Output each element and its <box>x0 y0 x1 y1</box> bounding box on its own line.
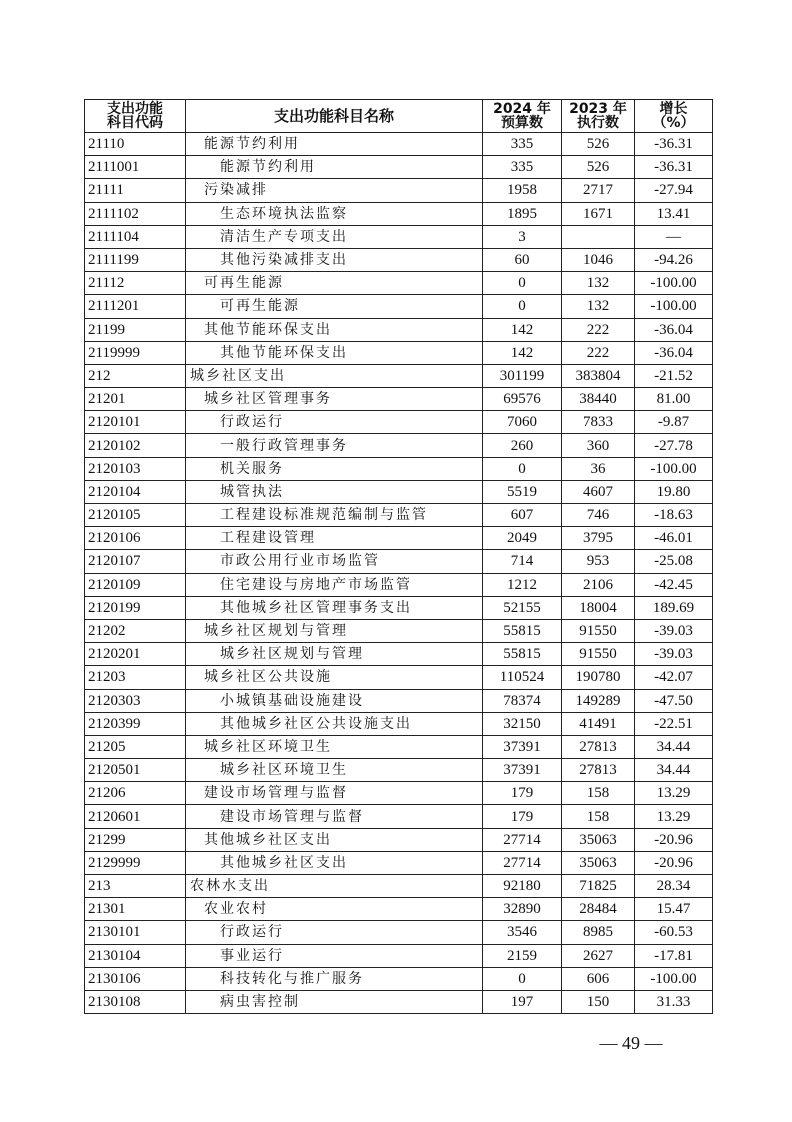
row-name: 能源节约利用 <box>186 156 483 179</box>
table-row <box>85 550 713 573</box>
row-code: 2130101 <box>85 921 186 944</box>
row-name: 清洁生产专项支出 <box>186 225 483 248</box>
row-code: 213 <box>85 875 186 898</box>
row-code: 21111 <box>85 179 186 202</box>
row-exec-2023: 606 <box>562 967 635 990</box>
row-name: 其他节能环保支出 <box>186 318 483 341</box>
row-growth: -42.45 <box>635 573 713 596</box>
row-name: 其他城乡社区管理事务支出 <box>186 596 483 619</box>
row-exec-2023: 35063 <box>562 828 635 851</box>
row-budget-2024: 60 <box>483 248 562 271</box>
row-growth: 28.34 <box>635 875 713 898</box>
row-budget-2024: 55815 <box>483 619 562 642</box>
table-row <box>85 434 713 457</box>
table-row <box>85 619 713 642</box>
row-exec-2023: 746 <box>562 504 635 527</box>
row-budget-2024: 37391 <box>483 759 562 782</box>
header-exec-2023 <box>562 100 635 133</box>
table-row <box>85 735 713 758</box>
row-code: 21112 <box>85 272 186 295</box>
row-growth: 34.44 <box>635 759 713 782</box>
table-row <box>85 295 713 318</box>
row-budget-2024: 32890 <box>483 898 562 921</box>
row-budget-2024: 1212 <box>483 573 562 596</box>
table-row <box>85 411 713 434</box>
row-budget-2024: 3546 <box>483 921 562 944</box>
table-row <box>85 596 713 619</box>
table-row <box>85 828 713 851</box>
row-code: 2120103 <box>85 457 186 480</box>
row-code: 2120199 <box>85 596 186 619</box>
row-code: 2120105 <box>85 504 186 527</box>
table-row <box>85 643 713 666</box>
row-growth: -17.81 <box>635 944 713 967</box>
row-budget-2024: 0 <box>483 272 562 295</box>
table-row <box>85 179 713 202</box>
row-name: 农林水支出 <box>186 875 483 898</box>
row-name: 其他城乡社区支出 <box>186 851 483 874</box>
row-code: 2130106 <box>85 967 186 990</box>
row-exec-2023: 2106 <box>562 573 635 596</box>
row-name: 污染减排 <box>186 179 483 202</box>
row-budget-2024: 142 <box>483 318 562 341</box>
row-budget-2024: 0 <box>483 967 562 990</box>
row-code: 21199 <box>85 318 186 341</box>
row-name: 机关服务 <box>186 457 483 480</box>
row-exec-2023: 526 <box>562 133 635 156</box>
row-exec-2023: 383804 <box>562 364 635 387</box>
row-name: 城乡社区管理事务 <box>186 388 483 411</box>
row-code: 2120106 <box>85 527 186 550</box>
header-growth-line-1: 增长 <box>659 101 688 117</box>
row-exec-2023: 18004 <box>562 596 635 619</box>
table-row <box>85 388 713 411</box>
row-code: 2120104 <box>85 480 186 503</box>
row-name: 城乡社区规划与管理 <box>186 619 483 642</box>
row-exec-2023: 91550 <box>562 643 635 666</box>
row-exec-2023: 222 <box>562 341 635 364</box>
header-budget-line-1: 2024 年 <box>493 101 551 117</box>
table-row <box>85 898 713 921</box>
row-exec-2023 <box>562 225 635 248</box>
row-name: 其他节能环保支出 <box>186 341 483 364</box>
row-name: 工程建设管理 <box>186 527 483 550</box>
row-exec-2023: 8985 <box>562 921 635 944</box>
row-exec-2023: 132 <box>562 295 635 318</box>
row-code: 2119999 <box>85 341 186 364</box>
row-growth: 13.29 <box>635 782 713 805</box>
row-name: 事业运行 <box>186 944 483 967</box>
row-name: 行政运行 <box>186 921 483 944</box>
row-name: 工程建设标准规范编制与监管 <box>186 504 483 527</box>
row-code: 2111001 <box>85 156 186 179</box>
page-number: — 49 — <box>599 1033 663 1053</box>
row-budget-2024: 179 <box>483 782 562 805</box>
row-growth: -21.52 <box>635 364 713 387</box>
table-row <box>85 967 713 990</box>
table-row <box>85 944 713 967</box>
row-budget-2024: 27714 <box>483 851 562 874</box>
table-row <box>85 202 713 225</box>
header-growth-line-2: （%） <box>652 115 695 131</box>
row-name: 城乡社区规划与管理 <box>186 643 483 666</box>
row-exec-2023: 41491 <box>562 712 635 735</box>
table-row <box>85 759 713 782</box>
row-exec-2023: 526 <box>562 156 635 179</box>
row-code: 2120303 <box>85 689 186 712</box>
row-growth: 81.00 <box>635 388 713 411</box>
row-budget-2024: 110524 <box>483 666 562 689</box>
row-budget-2024: 7060 <box>483 411 562 434</box>
row-exec-2023: 91550 <box>562 619 635 642</box>
row-code: 2120201 <box>85 643 186 666</box>
row-name: 可再生能源 <box>186 295 483 318</box>
row-budget-2024: 0 <box>483 457 562 480</box>
row-code: 21301 <box>85 898 186 921</box>
row-exec-2023: 360 <box>562 434 635 457</box>
table-row <box>85 341 713 364</box>
row-budget-2024: 197 <box>483 990 562 1013</box>
row-growth: -22.51 <box>635 712 713 735</box>
row-budget-2024: 55815 <box>483 643 562 666</box>
row-budget-2024: 32150 <box>483 712 562 735</box>
row-growth: -36.04 <box>635 341 713 364</box>
row-name: 生态环境执法监察 <box>186 202 483 225</box>
row-budget-2024: 2049 <box>483 527 562 550</box>
table-row <box>85 480 713 503</box>
row-growth: -42.07 <box>635 666 713 689</box>
row-growth: -27.78 <box>635 434 713 457</box>
header-code-line-1: 支出功能 <box>107 101 163 117</box>
row-exec-2023: 3795 <box>562 527 635 550</box>
row-name: 住宅建设与房地产市场监管 <box>186 573 483 596</box>
row-exec-2023: 2717 <box>562 179 635 202</box>
row-exec-2023: 36 <box>562 457 635 480</box>
row-budget-2024: 2159 <box>483 944 562 967</box>
row-budget-2024: 714 <box>483 550 562 573</box>
header-exec-line-2: 执行数 <box>577 115 619 131</box>
row-code: 2120101 <box>85 411 186 434</box>
row-name: 科技转化与推广服务 <box>186 967 483 990</box>
row-code: 212 <box>85 364 186 387</box>
row-budget-2024: 142 <box>483 341 562 364</box>
row-code: 21203 <box>85 666 186 689</box>
row-name: 市政公用行业市场监管 <box>186 550 483 573</box>
row-exec-2023: 953 <box>562 550 635 573</box>
row-exec-2023: 1046 <box>562 248 635 271</box>
row-growth: 13.41 <box>635 202 713 225</box>
row-growth: -100.00 <box>635 295 713 318</box>
row-growth: -94.26 <box>635 248 713 271</box>
table-row <box>85 990 713 1013</box>
row-name: 病虫害控制 <box>186 990 483 1013</box>
row-code: 21205 <box>85 735 186 758</box>
row-budget-2024: 301199 <box>483 364 562 387</box>
row-name: 其他污染减排支出 <box>186 248 483 271</box>
row-growth: 189.69 <box>635 596 713 619</box>
row-code: 2111201 <box>85 295 186 318</box>
row-exec-2023: 7833 <box>562 411 635 434</box>
row-exec-2023: 150 <box>562 990 635 1013</box>
row-growth: -36.31 <box>635 156 713 179</box>
header-code-line-2: 科目代码 <box>107 115 163 131</box>
row-name: 城乡社区环境卫生 <box>186 759 483 782</box>
table-row <box>85 364 713 387</box>
row-budget-2024: 3 <box>483 225 562 248</box>
header-growth <box>635 100 713 133</box>
row-name: 城管执法 <box>186 480 483 503</box>
row-budget-2024: 5519 <box>483 480 562 503</box>
row-growth: 13.29 <box>635 805 713 828</box>
table-row <box>85 712 713 735</box>
table-row <box>85 272 713 295</box>
row-exec-2023: 28484 <box>562 898 635 921</box>
row-exec-2023: 4607 <box>562 480 635 503</box>
row-growth: -39.03 <box>635 619 713 642</box>
table-row <box>85 504 713 527</box>
row-growth: -20.96 <box>635 828 713 851</box>
table-row <box>85 921 713 944</box>
row-code: 2111199 <box>85 248 186 271</box>
row-name: 其他城乡社区公共设施支出 <box>186 712 483 735</box>
row-code: 2120107 <box>85 550 186 573</box>
row-budget-2024: 179 <box>483 805 562 828</box>
row-growth: 31.33 <box>635 990 713 1013</box>
header-code <box>85 100 186 133</box>
row-code: 21299 <box>85 828 186 851</box>
row-code: 2120109 <box>85 573 186 596</box>
header-name: 支出功能科目名称 <box>186 100 483 133</box>
row-growth: -36.31 <box>635 133 713 156</box>
row-budget-2024: 1958 <box>483 179 562 202</box>
row-code: 2120501 <box>85 759 186 782</box>
row-code: 21206 <box>85 782 186 805</box>
row-exec-2023: 1671 <box>562 202 635 225</box>
row-growth: -100.00 <box>635 967 713 990</box>
row-growth: 19.80 <box>635 480 713 503</box>
row-name: 其他城乡社区支出 <box>186 828 483 851</box>
row-exec-2023: 27813 <box>562 735 635 758</box>
row-code: 2130104 <box>85 944 186 967</box>
row-code: 2120399 <box>85 712 186 735</box>
row-code: 2111104 <box>85 225 186 248</box>
row-name: 农业农村 <box>186 898 483 921</box>
table-row <box>85 689 713 712</box>
row-code: 2120601 <box>85 805 186 828</box>
row-budget-2024: 37391 <box>483 735 562 758</box>
row-budget-2024: 52155 <box>483 596 562 619</box>
row-code: 2111102 <box>85 202 186 225</box>
row-growth: -18.63 <box>635 504 713 527</box>
table-row <box>85 782 713 805</box>
row-name: 建设市场管理与监督 <box>186 805 483 828</box>
row-growth: -39.03 <box>635 643 713 666</box>
row-growth: -36.04 <box>635 318 713 341</box>
row-growth: -27.94 <box>635 179 713 202</box>
row-growth: -20.96 <box>635 851 713 874</box>
row-exec-2023: 158 <box>562 805 635 828</box>
table-row <box>85 851 713 874</box>
row-budget-2024: 27714 <box>483 828 562 851</box>
row-name: 建设市场管理与监督 <box>186 782 483 805</box>
row-budget-2024: 1895 <box>483 202 562 225</box>
row-code: 21202 <box>85 619 186 642</box>
budget-table <box>84 99 713 1014</box>
row-exec-2023: 158 <box>562 782 635 805</box>
row-name: 小城镇基础设施建设 <box>186 689 483 712</box>
row-growth: -47.50 <box>635 689 713 712</box>
table-row <box>85 156 713 179</box>
table-body <box>85 133 713 1014</box>
row-name: 可再生能源 <box>186 272 483 295</box>
row-code: 21110 <box>85 133 186 156</box>
row-growth: -60.53 <box>635 921 713 944</box>
table-row <box>85 805 713 828</box>
table-row <box>85 133 713 156</box>
row-name: 能源节约利用 <box>186 133 483 156</box>
table-row <box>85 318 713 341</box>
table-header <box>85 100 713 133</box>
row-exec-2023: 132 <box>562 272 635 295</box>
row-exec-2023: 190780 <box>562 666 635 689</box>
row-code: 2129999 <box>85 851 186 874</box>
row-budget-2024: 69576 <box>483 388 562 411</box>
row-exec-2023: 38440 <box>562 388 635 411</box>
header-row <box>85 100 713 133</box>
row-exec-2023: 222 <box>562 318 635 341</box>
row-code: 2120102 <box>85 434 186 457</box>
row-budget-2024: 607 <box>483 504 562 527</box>
row-name: 城乡社区环境卫生 <box>186 735 483 758</box>
row-code: 21201 <box>85 388 186 411</box>
row-exec-2023: 71825 <box>562 875 635 898</box>
row-growth: — <box>635 225 713 248</box>
header-budget-2024 <box>483 100 562 133</box>
table-row <box>85 573 713 596</box>
row-name: 城乡社区支出 <box>186 364 483 387</box>
header-exec-line-1: 2023 年 <box>569 101 627 117</box>
row-name: 一般行政管理事务 <box>186 434 483 457</box>
row-growth: -46.01 <box>635 527 713 550</box>
row-growth: -100.00 <box>635 457 713 480</box>
row-growth: -9.87 <box>635 411 713 434</box>
row-budget-2024: 0 <box>483 295 562 318</box>
row-name: 城乡社区公共设施 <box>186 666 483 689</box>
table-row <box>85 666 713 689</box>
row-name: 行政运行 <box>186 411 483 434</box>
row-code: 2130108 <box>85 990 186 1013</box>
table-row <box>85 457 713 480</box>
header-budget-line-2: 预算数 <box>501 115 543 131</box>
row-growth: 15.47 <box>635 898 713 921</box>
row-budget-2024: 92180 <box>483 875 562 898</box>
row-budget-2024: 260 <box>483 434 562 457</box>
row-exec-2023: 35063 <box>562 851 635 874</box>
row-exec-2023: 2627 <box>562 944 635 967</box>
row-growth: -100.00 <box>635 272 713 295</box>
row-growth: 34.44 <box>635 735 713 758</box>
row-budget-2024: 78374 <box>483 689 562 712</box>
row-exec-2023: 27813 <box>562 759 635 782</box>
table-row <box>85 875 713 898</box>
row-exec-2023: 149289 <box>562 689 635 712</box>
row-budget-2024: 335 <box>483 133 562 156</box>
row-growth: -25.08 <box>635 550 713 573</box>
table-row <box>85 248 713 271</box>
table-row <box>85 225 713 248</box>
row-budget-2024: 335 <box>483 156 562 179</box>
table-row <box>85 527 713 550</box>
